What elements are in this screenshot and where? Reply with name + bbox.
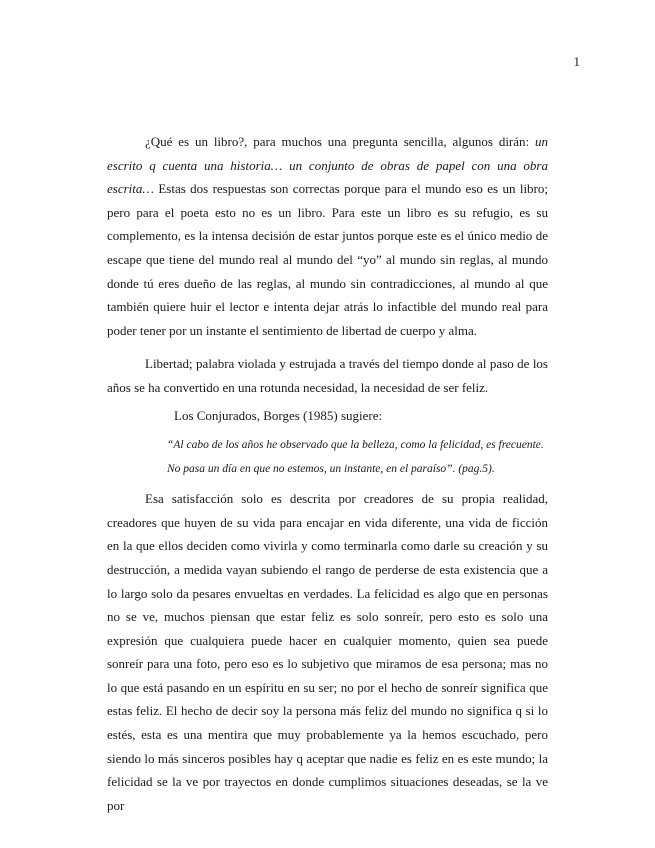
document-body xyxy=(107,130,548,817)
quote-attribution: Los Conjurados, Borges (1985) sugiere: xyxy=(174,407,383,423)
paragraph-3: Esa satisfacción solo es descrita por creadores de su propia realidad, creadores que huyen de su vida para encajar en vida diferente, una vida de ficción en la que ellos deciden como vivirla y como terminarla como darle su creación y su destrucción, a medida vayan subiendo el rango de perderse de esta existencia que a lo largo solo da pesares envueltas en verdades. La felicidad es algo que en personas no se ve, muchos piensan que estar feliz es solo sonreír, pero esto es solo una expresión que cualquiera puede hacer en cualquier momento, quien sea puede sonreír para una foto, pero eso es lo subjetivo que miramos de esa persona; mas no lo que está pasando en un espíritu en su ser; no por el hecho de sonreír significa que estas feliz. El hecho de decir soy la persona más feliz del mundo no significa q si lo estés, esta es una mentira que muy probablemente ya la hemos escuchado, pero siendo lo más sinceros posibles hay q aceptar que nadie es feliz en es este mundo; la felicidad se la ve por trayectos en donde cumplimos situaciones deseadas, se la ve por xyxy=(107,491,548,813)
page-number: 1 xyxy=(573,54,580,69)
block-quote xyxy=(167,434,548,481)
block-quote-citation: (pag.5). xyxy=(455,462,495,475)
block-quote-text: “Al cabo de los años he observado que la belleza, como la felicidad, es frecuente. No pasa un día en que no estemos, un instante, en el paraíso”. xyxy=(167,439,544,475)
paragraph-2: Libertad; palabra violada y estrujada a través del tiempo donde al paso de los años se ha convertido en una rotunda necesidad, la necesidad de ser feliz. xyxy=(107,356,548,395)
paragraph-1 xyxy=(107,130,548,342)
paragraph-1-italic: un escrito q cuenta una historia… un conjunto de obras de papel con una obra escrita… xyxy=(107,134,548,197)
paragraph-1-text-a: ¿Qué es un libro?, para muchos una pregunta sencilla, algunos dirán: xyxy=(145,134,535,149)
paragraph-1-text-b: Estas dos respuestas son correctas porque para el mundo eso es un libro; pero para el poeta esto no es un libro. Para este un libro es su refugio, es su complemento, es la intensa decisión de estar juntos porque este es el único medio de escape que tiene del mundo real al mundo del “yo” al mundo sin reglas, al mundo donde tú eres dueño de las reglas, al mundo sin contradicciones, al mundo al que también quiere huir el lector e intenta dejar atrás lo infactible del mundo real para poder tener por un instante el sentimiento de libertad de cuerpo y alma. xyxy=(107,181,548,338)
